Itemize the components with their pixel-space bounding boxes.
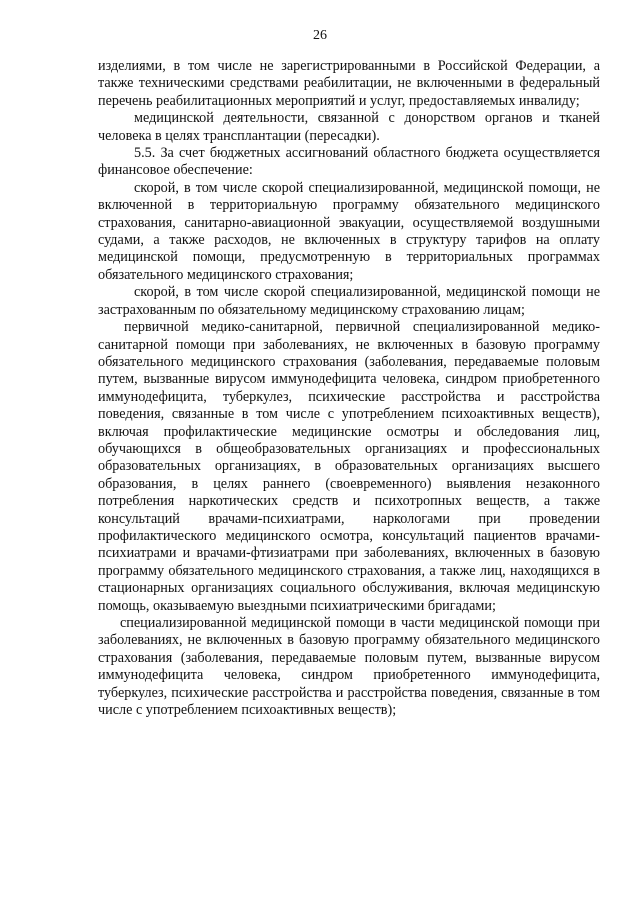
paragraph-emergency-care-uninsured: скорой, в том числе скорой специализированной, медицинской помощи не застрахованным по обязательному медицинскому страхованию лицам; — [98, 284, 600, 318]
paragraph-organ-donation: медицинской деятельности, связанной с донорством органов и тканей человека в целях трансплантации (пересадки). — [98, 110, 600, 144]
paragraph-primary-care: первичной медико-санитарной, первичной специализированной медико-санитарной помощи при заболеваниях, не включенных в базовую программу обязательного медицинского страхования (заболевания, передаваемые половым путем, вызванные вирусом иммунодефицита человека, синдром приобретенного иммунодефицита, туберкулез, психические расстройства и расстройства поведения, связанные в том числе с употреблением психоактивных веществ), включая профилактические медицинские осмотры и обследования лиц, обучающихся в общеобразовательных организациях и профессиональных образовательных организациях, в образовательных организациях высшего образования, в целях раннего (своевременного) выявления незаконного потребления наркотических средств и психотропных веществ, а также консультаций врачами-психиатрами, наркологами при проведении профилактического медицинского осмотра, консультаций пациентов врачами-психиатрами и врачами-фтизиатрами при заболеваниях, включенных в базовую программу обязательного медицинского страхования, а также лиц, находящихся в стационарных организациях социального обслуживания, включая медицинскую помощь, оказываемую выездными психиатрическими бригадами; — [98, 319, 600, 614]
paragraph-specialized-care: специализированной медицинской помощи в части медицинской помощи при заболеваниях, не включенных в базовую программу обязательного медицинского страхования (заболевания, передаваемые половым путем, вызванные вирусом иммунодефицита человека, синдром приобретенного иммунодефицита, туберкулез, психические расстройства и расстройства поведения, связанные в том числе с употреблением психоактивных веществ); — [98, 615, 600, 719]
page-number: 26 — [313, 28, 327, 43]
paragraph-medical-products: изделиями, в том числе не зарегистрированными в Российской Федерации, а также техническими средствами реабилитации, не включенными в федеральный перечень реабилитационных мероприятий и услуг, предоставляемых инвалиду; — [98, 58, 600, 109]
document-body — [98, 58, 600, 719]
paragraph-emergency-care-not-included: скорой, в том числе скорой специализированной, медицинской помощи, не включенной в территориальную программу обязательного медицинского страхования, санитарно-авиационной эвакуации, осуществляемой воздушными судами, а также расходов, не включенных в структуру тарифов на оплату медицинской помощи, предусмотренную в территориальных программах обязательного медицинского страхования; — [98, 179, 600, 283]
paragraph-section-5-5: 5.5. За счет бюджетных ассигнований областного бюджета осуществляется финансовое обеспечение: — [98, 145, 600, 179]
